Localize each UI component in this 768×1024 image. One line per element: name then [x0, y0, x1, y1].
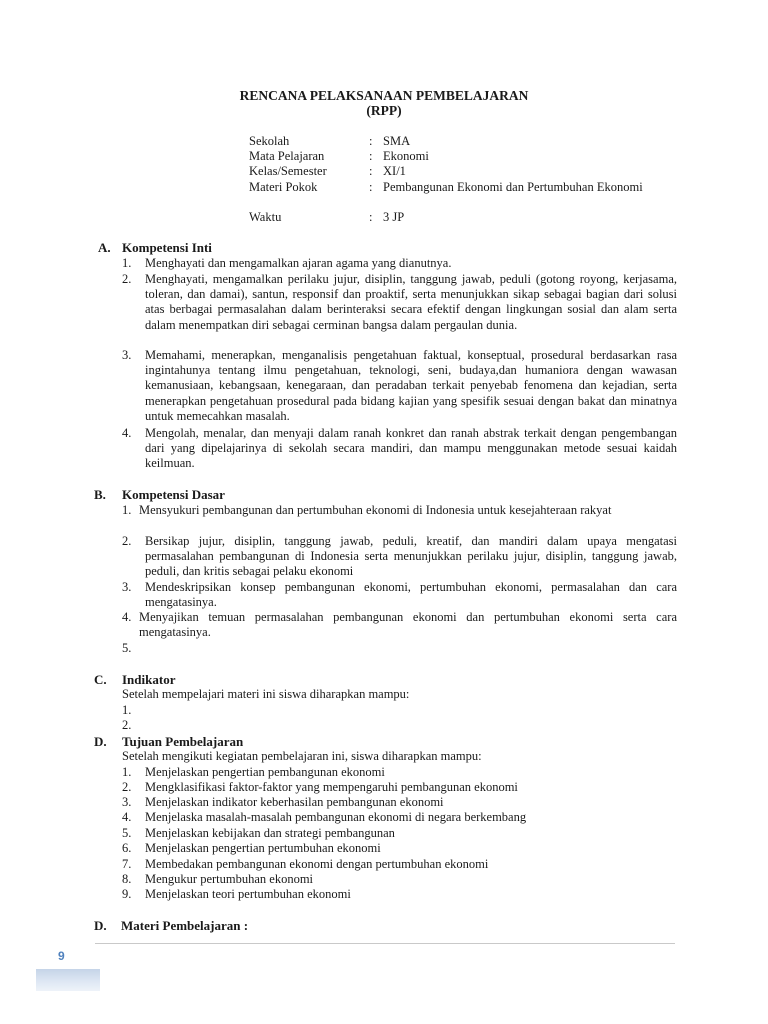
section-title: Kompetensi Inti [122, 240, 212, 255]
list-item [122, 503, 677, 518]
list-text: Menjelaskan pengertian pertumbuhan ekonomi [145, 841, 381, 855]
list-item [122, 703, 677, 718]
identity-label: Waktu [249, 210, 282, 224]
list-item [122, 780, 677, 795]
identity-value: Ekonomi [383, 149, 429, 163]
list-text: Menjelaskan pengertian pembangunan ekonomi [145, 765, 385, 779]
list-text: Menyajikan temuan permasalahan pembangunan ekonomi dan pertumbuhan ekonomi serta cara mengatasinya. [139, 610, 677, 640]
list-text: Mengolah, menalar, dan menyaji dalam ranah konkret dan ranah abstrak terkait dengan pengembangan dari yang dipelajarinya di sekolah secara mandiri, dan mampu menggunakan metode sesuai kaidah keilmuan. [145, 426, 677, 471]
list-item [122, 641, 677, 656]
list-number: 2. [122, 534, 132, 548]
section-heading-kompetensi-inti [98, 240, 212, 255]
list-number: 5. [122, 641, 132, 655]
identity-row-sekolah [249, 134, 673, 149]
section-letter: A. [98, 240, 111, 255]
identity-label: Sekolah [249, 134, 290, 148]
list-item [122, 272, 677, 333]
list-item [122, 887, 677, 902]
identity-colon: : [369, 180, 373, 194]
document-title: RENCANA PELAKSANAAN PEMBELAJARAN [239, 88, 529, 103]
section-heading-materi-pembelajaran [94, 918, 248, 933]
list-number: 2. [122, 718, 132, 732]
identity-colon: : [369, 134, 373, 148]
list-text: Mensyukuri pembangunan dan pertumbuhan ekonomi di Indonesia untuk kesejahteraan rakyat [139, 503, 612, 517]
list-number: 2. [122, 780, 132, 794]
list-text: Menghayati dan mengamalkan ajaran agama yang dianutnya. [145, 256, 452, 270]
footer-divider [95, 943, 675, 944]
section-heading-indikator [94, 672, 175, 687]
list-number: 1. [122, 256, 132, 270]
list-number: 8. [122, 872, 132, 886]
list-text: Menghayati, mengamalkan perilaku jujur, disiplin, tanggung jawab, peduli (gotong royong, kerjasama, toleran, dan damai), santun, responsif dan proaktif, serta menunjukkan sikap sebagai bagian dari solusi atas berbagai permasalahan dalam berinteraksi secara efektif dengan lingkungan sosial dan alam serta dalam menempatkan diri sebagai cerminan bangsa dalam pergaulan dunia. [145, 272, 677, 332]
list-item [122, 810, 677, 825]
list-item [122, 795, 677, 810]
list-text: Mengukur pertumbuhan ekonomi [145, 872, 314, 886]
list-number: 3. [122, 795, 132, 809]
list-number: 4. [122, 426, 132, 440]
identity-colon: : [369, 210, 373, 224]
footer-decoration [36, 969, 100, 991]
list-number: 3. [122, 580, 132, 594]
list-item [122, 718, 677, 733]
section-heading-kompetensi-dasar [94, 487, 225, 502]
list-item [122, 426, 677, 472]
list-number: 1. [122, 765, 132, 779]
list-text: Membedakan pembangunan ekonomi dengan pertumbuhan ekonomi [145, 857, 489, 871]
identity-colon: : [369, 149, 373, 163]
list-number: 2. [122, 272, 132, 286]
list-text: Bersikap jujur, disiplin, tanggung jawab, peduli, kreatif, dan mandiri dalam upaya mengatasi permasalahan pembangunan di Indonesia serta menunjukkan perilaku jujur, disiplin, tanggung jawab, peduli, dan kritis sebagai pelaku ekonomi [145, 534, 677, 579]
list-text: Memahami, menerapkan, menganalisis pengetahuan faktual, konseptual, prosedural berdasarkan rasa ingintahunya tentang ilmu pengetahuan, teknologi, seni, budaya,dan humaniora dengan wawasan kemanusiaan, kebangsaan, kenegaraan, dan peradaban terkait penyebab fenomena dan kejadian, serta menerapkan pengetahuan prosedural pada bidang kajian yang spesifik sesuai dengan bakat dan minatnya untuk memecahkan masalah. [145, 348, 677, 423]
list-number: 4. [122, 610, 132, 624]
section-letter: D. [94, 918, 107, 933]
list-text: Mengklasifikasi faktor-faktor yang mempengaruhi pembangunan ekonomi [145, 780, 518, 794]
list-number: 1. [122, 503, 132, 517]
identity-label: Materi Pokok [249, 180, 318, 194]
list-text: Menjelaska masalah-masalah pembangunan ekonomi di negara berkembang [145, 810, 527, 824]
list-item [122, 872, 677, 887]
identity-row-mata-pelajaran [249, 149, 673, 164]
identity-value: Pembangunan Ekonomi dan Pertumbuhan Ekonomi [383, 180, 643, 194]
list-item [122, 857, 677, 872]
list-number: 7. [122, 857, 132, 871]
list-number: 3. [122, 348, 132, 362]
list-item [122, 534, 677, 580]
list-item [122, 841, 677, 856]
identity-value: XI/1 [383, 164, 406, 178]
identity-row-materi-pokok [249, 180, 648, 195]
section-heading-tujuan-pembelajaran [94, 734, 243, 749]
section-title: Materi Pembelajaran : [121, 918, 249, 933]
list-number: 5. [122, 826, 132, 840]
document-subtitle: (RPP) [366, 103, 402, 118]
list-text: Menjelaskan teori pertumbuhan ekonomi [145, 887, 351, 901]
identity-colon: : [369, 164, 373, 178]
list-item [122, 610, 677, 640]
identity-label: Mata Pelajaran [249, 149, 325, 163]
list-item [122, 256, 677, 271]
list-number: 4. [122, 810, 132, 824]
list-item [122, 348, 677, 424]
list-number: 9. [122, 887, 132, 901]
section-intro: Setelah mengikuti kegiatan pembelajaran ini, siswa diharapkan mampu: [122, 749, 482, 763]
list-item [122, 765, 677, 780]
section-title: Tujuan Pembelajaran [122, 734, 244, 749]
page-number: 9 [58, 949, 65, 963]
identity-value: 3 JP [383, 210, 405, 224]
section-letter: C. [94, 672, 107, 687]
identity-row-kelas-semester [249, 164, 673, 179]
section-title: Kompetensi Dasar [122, 487, 225, 502]
list-item [122, 580, 677, 610]
identity-label: Kelas/Semester [249, 164, 327, 178]
section-letter: D. [94, 734, 107, 749]
list-text: Mendeskripsikan konsep pembangunan ekonomi, pertumbuhan ekonomi, permasalahan dan cara mengatasinya. [145, 580, 677, 610]
identity-row-waktu [249, 210, 673, 225]
list-number: 6. [122, 841, 132, 855]
list-item [122, 826, 677, 841]
list-text: Menjelaskan indikator keberhasilan pembangunan ekonomi [145, 795, 444, 809]
list-number: 1. [122, 703, 132, 717]
identity-value: SMA [383, 134, 411, 148]
section-title: Indikator [122, 672, 176, 687]
section-intro: Setelah mempelajari materi ini siswa diharapkan mampu: [122, 687, 410, 701]
section-letter: B. [94, 487, 106, 502]
list-text: Menjelaskan kebijakan dan strategi pembangunan [145, 826, 395, 840]
